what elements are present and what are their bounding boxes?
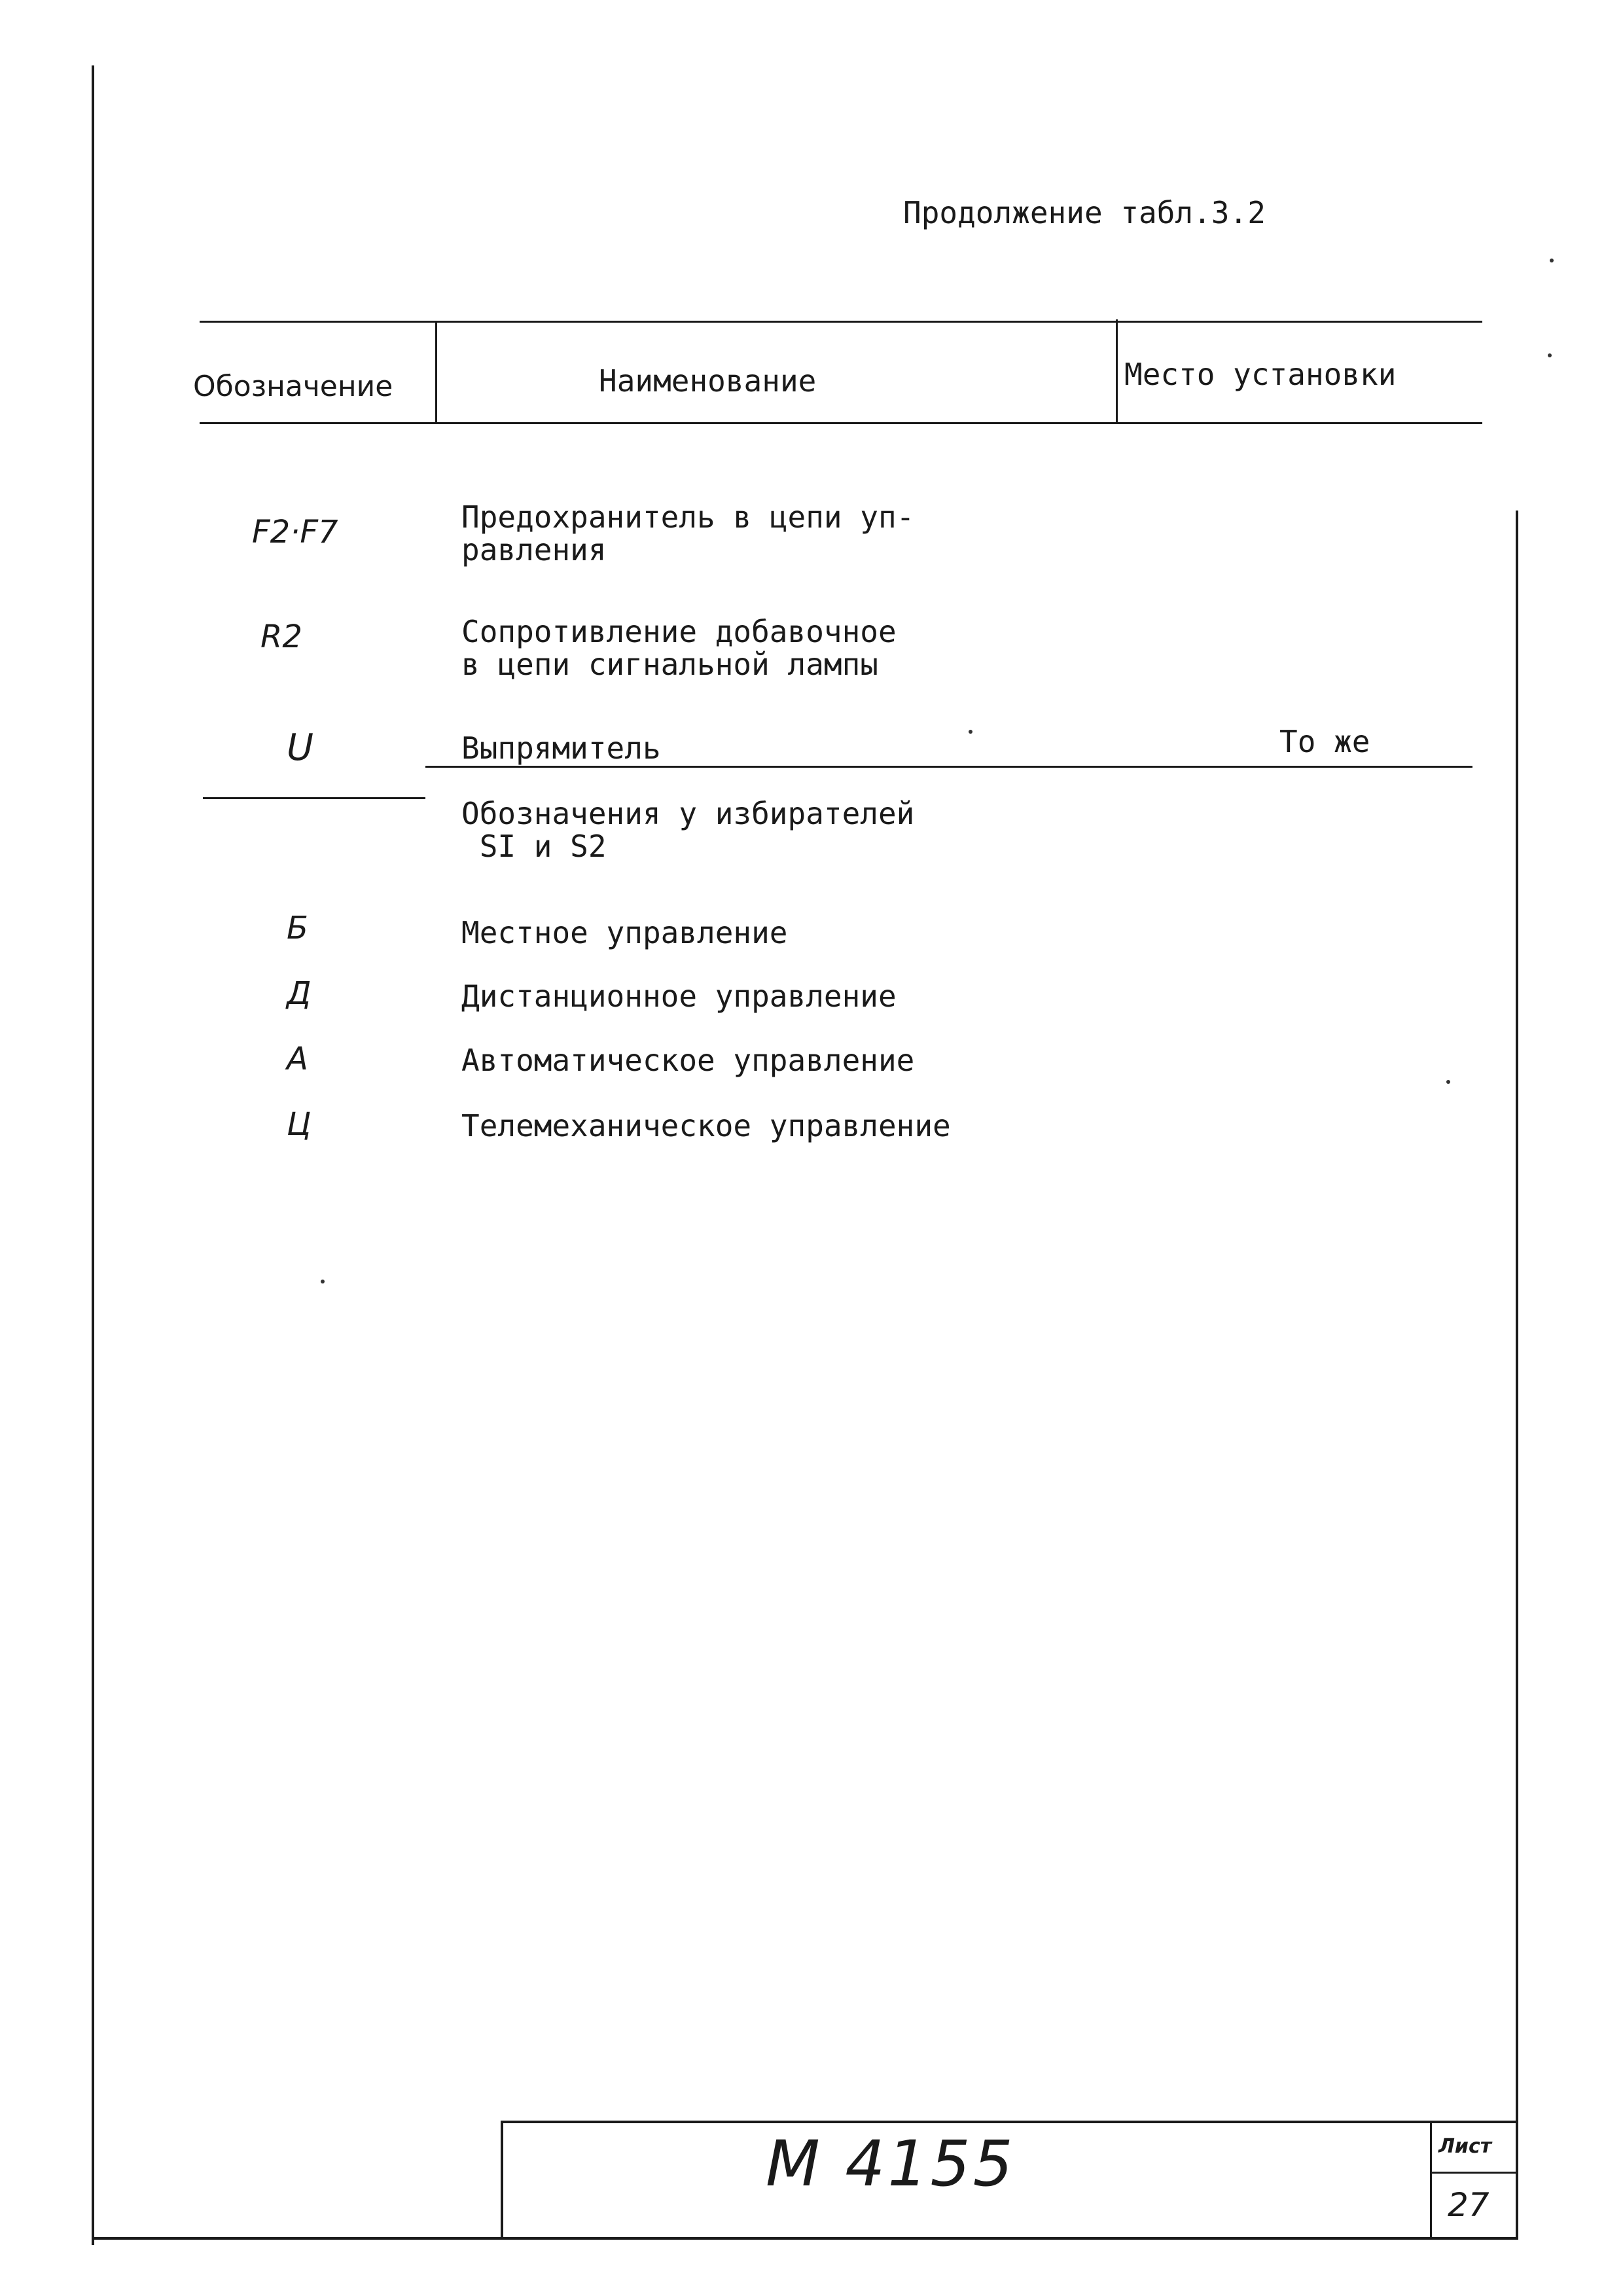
- row-name: Сопротивление добавочное в цепи сигнальной лампы: [461, 614, 897, 682]
- row-code: U: [287, 726, 313, 769]
- row-code: F2·F7: [252, 514, 338, 550]
- row-code: R2: [260, 619, 302, 655]
- row-code: Б: [287, 910, 308, 946]
- sheet-number: 27: [1448, 2186, 1489, 2224]
- row-name: Дистанционное управление: [461, 978, 897, 1014]
- scan-speck: [1446, 1080, 1450, 1084]
- scan-speck: [321, 1280, 325, 1283]
- scan-speck: [1548, 353, 1552, 357]
- row-name: Выпрямитель: [461, 730, 661, 766]
- section-rule-right: [425, 766, 1472, 768]
- header-name: Наименование: [599, 363, 817, 399]
- section-title: Обозначения у избирателей SI и S2: [461, 796, 915, 864]
- document-code: M 4155: [766, 2127, 1016, 2200]
- row-name: Автоматическое управление: [461, 1043, 915, 1078]
- header-top-rule: [200, 321, 1482, 323]
- title-block-top: [501, 2121, 1518, 2123]
- header-divider-1: [435, 321, 437, 424]
- title-block-left: [501, 2121, 503, 2238]
- header-designation: Обозначение: [193, 370, 393, 403]
- header-location: Место установки: [1124, 357, 1397, 392]
- sheet-label: Лист: [1438, 2135, 1492, 2158]
- row-code: Д: [287, 975, 312, 1012]
- scan-speck: [1550, 259, 1554, 262]
- row-name: Телемеханическое управление: [461, 1108, 951, 1143]
- row-code: Ц: [287, 1106, 312, 1143]
- row-location: То же: [1279, 724, 1370, 759]
- header-bottom-rule: [200, 422, 1482, 424]
- sheet-cell-divider: [1430, 2172, 1518, 2174]
- frame-left-line: [92, 65, 94, 2245]
- section-rule-left: [203, 797, 425, 799]
- row-name: Предохранитель в цепи уп- равления: [461, 499, 915, 567]
- header-divider-2: [1116, 319, 1118, 424]
- frame-right-line: [1516, 511, 1518, 2238]
- frame-bottom-line: [92, 2237, 1518, 2240]
- row-name: Местное управление: [461, 915, 788, 950]
- scan-speck: [969, 730, 972, 734]
- row-code: А: [287, 1041, 308, 1077]
- sheet-cell-left: [1430, 2121, 1432, 2238]
- continuation-title: Продолжение табл.3.2: [903, 195, 1266, 230]
